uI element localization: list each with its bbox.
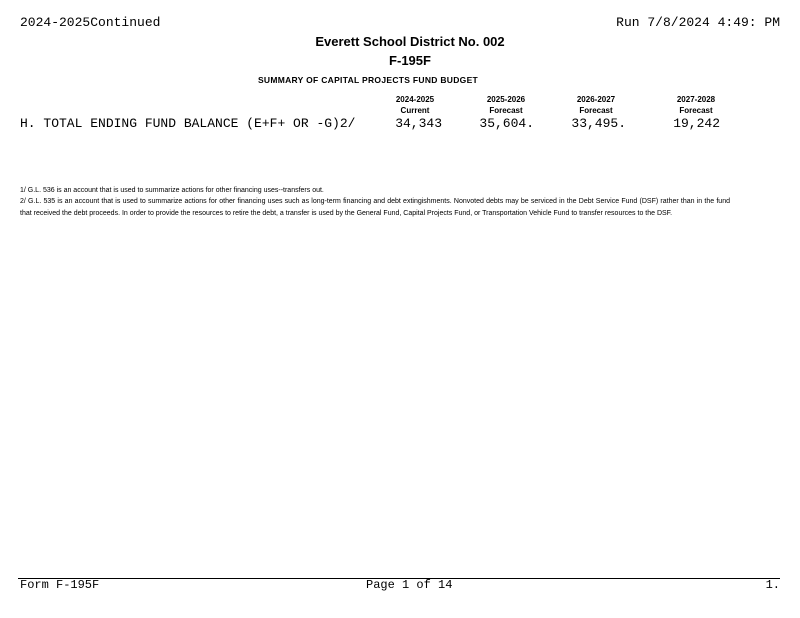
column-year: 2026-2027: [576, 95, 616, 104]
row-value-2027-2028: 19,242: [673, 116, 720, 131]
column-kind: Forecast: [489, 106, 523, 115]
column-kind: Current: [400, 106, 430, 115]
footer-page-number: Page 1 of 14: [366, 578, 453, 592]
row-value-2024-2025: 34,343: [395, 116, 442, 131]
report-continued-label: 2024-2025Continued: [20, 15, 161, 30]
row-value-2026-2027: 33,495.: [571, 116, 626, 131]
run-timestamp: Run 7/8/2024 4:49: PM: [616, 15, 780, 30]
row-value-2025-2026: 35,604.: [479, 116, 534, 131]
column-year: 2024-2025: [395, 95, 435, 104]
column-header-2025-2026: [471, 94, 541, 116]
column-year: 2027-2028: [676, 95, 716, 104]
footer-form-label: Form F-195F: [20, 578, 100, 592]
column-header-2026-2027: [561, 94, 631, 116]
column-header-2027-2028: [661, 94, 731, 116]
footnote-1: 1/ G.L. 536 is an account that is used to summarize actions for other financing uses--transfers out.: [20, 187, 324, 194]
footer-version: 1.: [765, 578, 780, 592]
footnote-2: 2/ G.L. 535 is an account that is used to summarize actions for other financing uses such as long-term financing and debt extingishments. Nonvoted debts may be serviced in the Debt Service Fund (DSF) rather than in the fund that received the debt proceeds. In order to provide the resources to retire the debt, a transfer is used by the General Fund, Capital Projects Fund, or Transportation Vehicle Fund to transfer resources to the DSF.: [20, 198, 730, 217]
row-label-total-ending-fund-balance: H. TOTAL ENDING FUND BALANCE (E+F+ OR -G)2/: [20, 116, 356, 131]
form-number: F-195F: [389, 53, 431, 68]
report-title: SUMMARY OF CAPITAL PROJECTS FUND BUDGET: [257, 75, 479, 85]
column-header-2024-2025: [380, 94, 450, 116]
column-kind: Forecast: [679, 106, 713, 115]
column-kind: Forecast: [579, 106, 613, 115]
footnotes: [20, 185, 730, 219]
district-name: Everett School District No. 002: [315, 34, 505, 49]
column-year: 2025-2026: [486, 95, 526, 104]
